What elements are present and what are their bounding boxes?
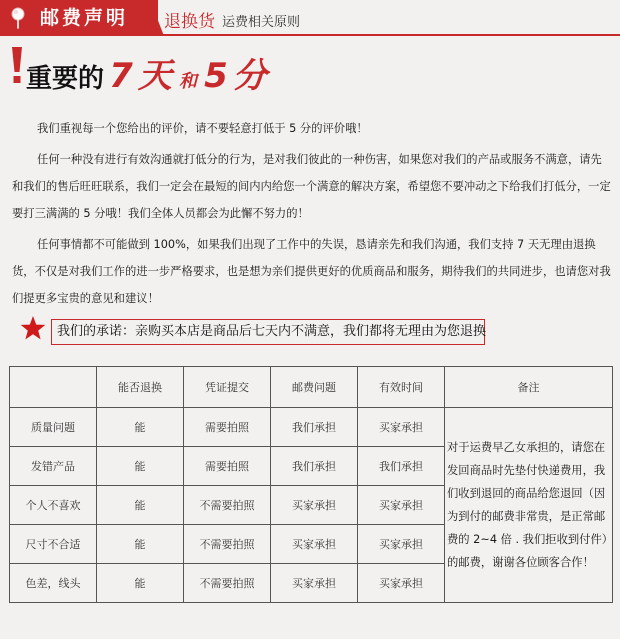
table-cell: 能 xyxy=(97,486,184,525)
table-header-cell: 邮费问题 xyxy=(271,367,358,408)
page-header xyxy=(0,0,620,40)
table-cell: 发错产品 xyxy=(10,447,97,486)
paragraph-return-policy: 任何事情都不可能做到 100%，如果我们出现了工作中的失误，恳请亲先和我们沟通，我们支持 7 天无理由退换货，不仅是对我们工作的进一步严格要求，也是想为亲们提供更好的优质商品和服务，期待我们的共同进步，也请您对我们提更多宝贵的意见和建议！ xyxy=(12,238,611,305)
headline-day: 天 xyxy=(137,56,172,96)
headline-and: 和 xyxy=(178,71,197,92)
table-header-cell: 备注 xyxy=(445,367,613,408)
table-cell: 我们承担 xyxy=(358,447,445,486)
paragraph-rating-request: 我们重视每一个您给出的评价，请不要轻意打低于 5 分的评价哦！ xyxy=(37,122,368,135)
table-cell: 不需要拍照 xyxy=(184,525,271,564)
table-cell: 我们承担 xyxy=(271,408,358,447)
return-policy-table xyxy=(9,366,613,603)
table-header-cell: 有效时间 xyxy=(358,367,445,408)
header-title: 邮费声明 xyxy=(40,7,129,29)
table-cell: 色差，线头 xyxy=(10,564,97,603)
table-header-cell: 能否退换 xyxy=(97,367,184,408)
header-subtitle-rest: 运费相关原则 xyxy=(222,15,301,30)
headline-points: 分 xyxy=(232,56,267,96)
table-cell: 需要拍照 xyxy=(184,408,271,447)
headline-number-7: 7 xyxy=(109,56,133,96)
table-cell: 买家承担 xyxy=(358,486,445,525)
table-cell: 质量问题 xyxy=(10,408,97,447)
table-cell: 我们承担 xyxy=(271,447,358,486)
table-cell: 能 xyxy=(97,564,184,603)
table-header-cell xyxy=(10,367,97,408)
table-cell: 买家承担 xyxy=(271,525,358,564)
table-cell: 买家承担 xyxy=(358,525,445,564)
table-cell: 不需要拍照 xyxy=(184,564,271,603)
table-cell: 买家承担 xyxy=(358,408,445,447)
table-header-cell: 凭证提交 xyxy=(184,367,271,408)
exclamation-icon xyxy=(10,45,24,87)
table-cell: 买家承担 xyxy=(271,486,358,525)
star-icon xyxy=(20,315,46,341)
table-row xyxy=(10,408,613,447)
table-cell: 买家承担 xyxy=(358,564,445,603)
table-note-cell: 对于运费早乙女承担的，请您在发回商品时先垫付快递费用，我们收到退回的商品给您退回（因为到付的邮费非常贵，是正常邮费的 2~4 倍 . 我们拒收到付件）的邮费，谢谢各位顾客合作！ xyxy=(445,408,613,603)
header-subtitle-main: 退换货 xyxy=(164,12,215,32)
table-cell: 尺寸不合适 xyxy=(10,525,97,564)
table-cell: 需要拍照 xyxy=(184,447,271,486)
headline-part1: 重要的 xyxy=(26,64,105,94)
body-text xyxy=(12,115,612,316)
headline-number-5: 5 xyxy=(204,56,228,96)
headline xyxy=(26,48,267,96)
header-tab-slant xyxy=(150,0,164,36)
promise-banner: 我们的承诺：亲购买本店是商品后七天内不满意，我们都将无理由为您退换 xyxy=(51,319,485,345)
table-cell: 个人不喜欢 xyxy=(10,486,97,525)
paragraph-communicate: 任何一种没有进行有效沟通就打低分的行为，是对我们彼此的一种伤害，如果您对我们的产品或服务不满意，请先和我们的售后旺旺联系，我们一定会在最短的间内内给您一个满意的解决方案，希望您不要冲动之下给我们打低分，一定要打三满满的 5 分哦！我们全体人员都会为此懈不努力的！ xyxy=(12,153,611,220)
table-cell: 能 xyxy=(97,525,184,564)
table-cell: 能 xyxy=(97,447,184,486)
table-cell: 不需要拍照 xyxy=(184,486,271,525)
table-header-row xyxy=(10,367,613,408)
table-cell: 买家承担 xyxy=(271,564,358,603)
pushpin-icon xyxy=(9,7,27,29)
table-cell: 能 xyxy=(97,408,184,447)
